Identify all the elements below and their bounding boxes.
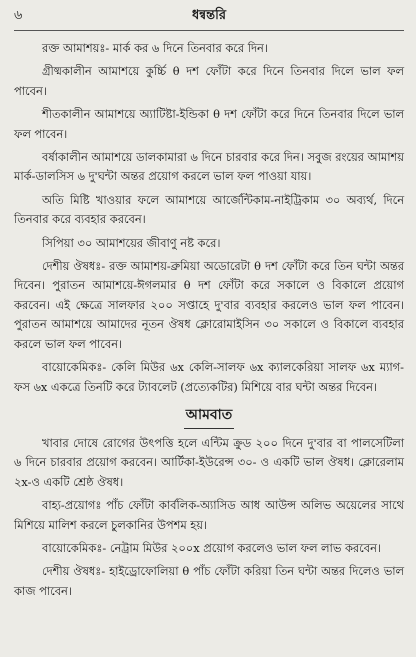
paragraph: রক্ত আমাশয়ঃ- মার্ক কর ৬ দিনে তিনবার করে দিন। [42,41,268,55]
paragraph: গ্রীষ্মকালীন আমাশয়ে কুর্চ্চি θ দশ ফোঁটা করে দিনে তিনবার দিলে ভাল ফল পাবেন। [14,64,404,98]
page-number: ৬ [14,8,23,23]
paragraph: দেশীয় ঔষধঃ- হাইড্রোফোলিয়া θ পাঁচ ফোঁটা করিয়া তিন ঘন্টা অন্তর দিলেও ভাল কাজ পাবেন। [14,564,404,598]
page-header [14,6,404,31]
paragraph: সিপিয়া ৩০ আমাশয়ের জীবাণু নষ্ট করে। [42,235,221,250]
paragraph: শীতকালীন আমাশয়ে অ্যাটিষ্টা-ইন্ডিকা θ দশ ফোঁটা করে দিনে তিনবার দিলে ভাল ফল পাবেন। [14,107,404,141]
paragraph: বায়োকেমিকঃ- কেলি মিউর ৬x কেলি-সালফ ৬x ক্যালকেরিয়া সালফ ৬x ম্যাগ-ফস ৬x একত্রে তিনটি করে ট্যাবলেট (প্রত্যেকটির) মিশিয়ে বার ঘন্টা অন্তর দিবেন। [14,360,404,394]
section-heading-wrap [14,403,404,429]
section-urticaria [14,434,404,601]
paragraph: দেশীয় ঔষধঃ- রক্ত আমাশয়-ব্রুমিয়া অডোরেটা θ দশ ফোঁটা করে তিন ঘন্টা অন্তর দিবেন। পুরাতন আমাশয়ে-ঈগলমার θ দশ ফোঁটা করে সকালে ও বিকালে প্রয়োগ করবেন। এই ক্ষেত্রে সালফার ২০০ সপ্তাহে দু'বার ব্যবহার করলেও ভাল ফল পাবেন। পুরাতন আমাশয়ে আমাদের নূতন ঔষধ ক্লোরোমাইসিন ৩০ সকালে ও বিকালে ব্যবহার করলে ভাল ফল পাবেন। [14,259,404,351]
paragraph: বায়োকেমিকঃ- নেট্রাম মিউর ২০০x প্রয়োগ করলেও ভাল ফল লাভ করবেন। [42,540,381,555]
paragraph: অতি মিষ্টি খাওয়ার ফলে আমাশয়ে আর্জেন্টিকাম-নাইট্রিকাম ৩০ অব্যর্থ, দিনে তিনবার করে ব্যবহার করবেন। [14,192,404,227]
paragraph: বাহ্য-প্রয়োগঃ পাঁচ ফোঁটা কার্বলিক-অ্যাসিড আধ আউন্স অলিভ অয়েলের সাথে মিশিয়ে মালিশ করলে চুলকানির উপশম হয়। [14,498,404,532]
paragraph: বর্ষাকালীন আমাশয়ে ডালকামারা ৬ দিনে চারবার করে দিন। সবুজ রংয়ের আমাশয় মার্ক-ডালসিস ৬ দু'ঘন্টা অন্তর প্রয়োগ করলে ভাল ফল পাওয়া যায়। [14,150,404,184]
section-dysentery [14,39,404,397]
section-heading: আমবাত [184,403,234,429]
paragraph: খাবার দোষে রোগের উৎপত্তি হলে এন্টিম ক্রুড ২০০ দিনে দু'বার বা পালসেটিলা ৬ দিনে চারবার প্রয়োগ করবেন। আর্টিকা-ইউরেন্স ৩০- ও একটি ভাল ঔষধ। ক্লোরেলাম ২x-ও একটি শ্রেষ্ঠ ঔষধ। [14,435,404,489]
running-title: ধন্বন্তরি [191,8,226,23]
